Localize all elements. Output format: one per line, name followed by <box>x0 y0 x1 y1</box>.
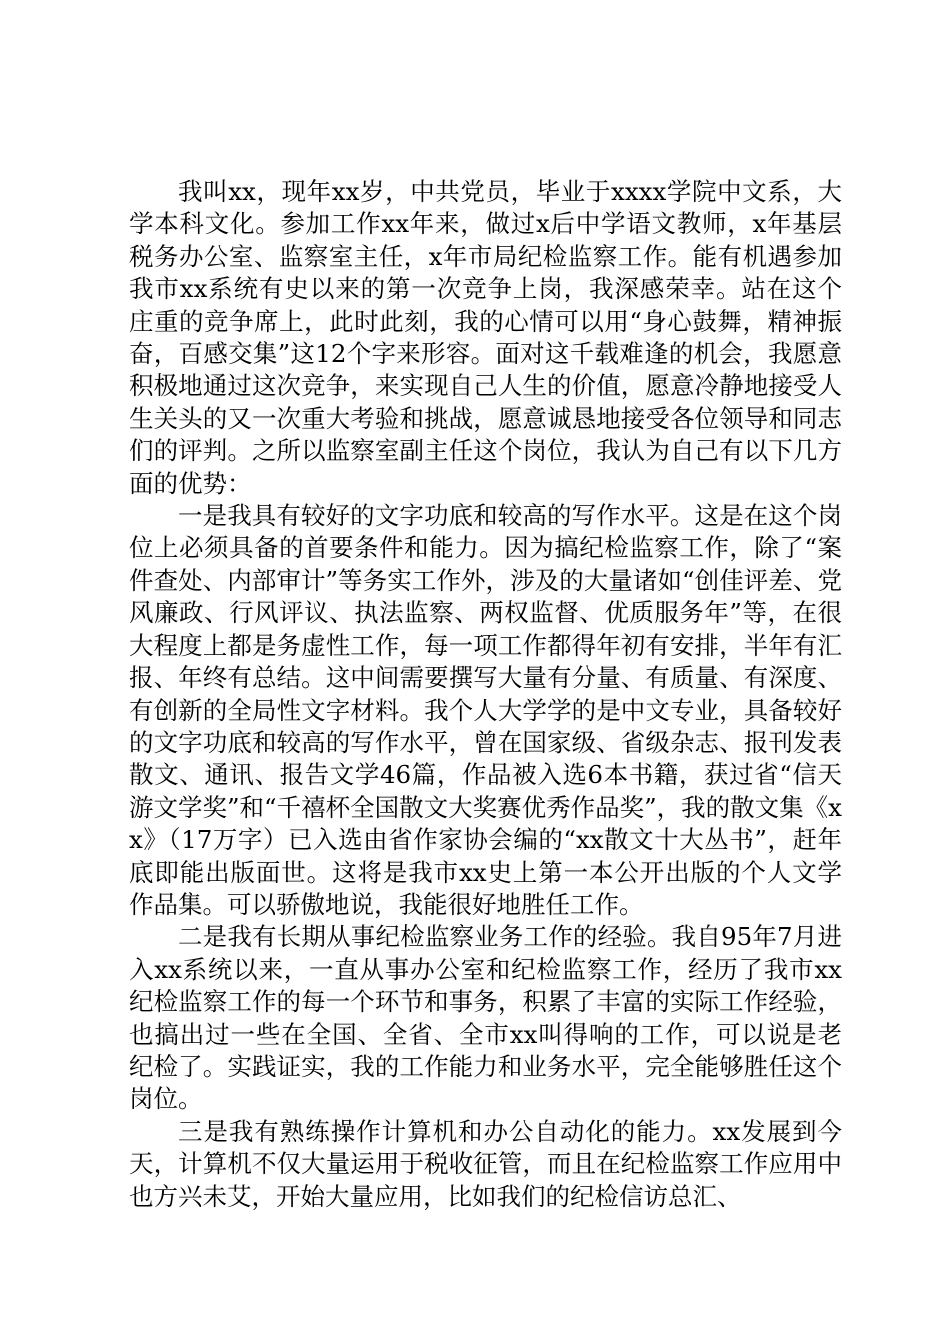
paragraph-advantage-writing: 一是我具有较好的文字功底和较高的写作水平。这是在这个岗位上必须具备的首要条件和能力。因为搞纪检监察工作，除了“案件查处、内部审计”等务实工作外，涉及的大量诸如“创佳评差、党风廉政、行风评议、执法监察、两权监督、优质服务年”等，在很大程度上都是务虚性工作，每一项工作都得年初有安排，半年有汇报、年终有总结。这中间需要撰写大量有分量、有质量、有深度、有创新的全局性文字材料。我个人大学学的是中文专业，具备较好的文字功底和较高的写作水平，曾在国家级、省级杂志、报刊发表散文、通讯、报告文学46篇，作品被入选6本书籍，获过省“信天游文学奖”和“千禧杯全国散文大奖赛优秀作品奖”，我的散文集《xx》（17万字）已入选由省作家协会编的“xx散文十大丛书”，赶年底即能出版面世。这将是我市xx史上第一本公开出版的个人文学作品集。可以骄傲地说，我能很好地胜任工作。 <box>129 501 842 919</box>
paragraph-advantage-experience: 二是我有长期从事纪检监察业务工作的经验。我自95年7月进入xx系统以来，一直从事办公室和纪检监察工作，经历了我市xx纪检监察工作的每一个环节和事务，积累了丰富的实际工作经验，也搞出过一些在全国、全省、全市xx叫得响的工作，可以说是老纪检了。实践证实，我的工作能力和业务水平，完全能够胜任这个岗位。 <box>129 922 842 1114</box>
document-body <box>129 176 842 1213</box>
paragraph-introduction: 我叫xx，现年xx岁，中共党员，毕业于xxxx学院中文系，大学本科文化。参加工作xx年来，做过x后中学语文教师，x年基层税务办公室、监察室主任，x年市局纪检监察工作。能有机遇参加我市xx系统有史以来的第一次竞争上岗，我深感荣幸。站在这个庄重的竞争席上，此时此刻，我的心情可以用“身心鼓舞，精神振奋，百感交集”这12个字来形容。面对这千载难逢的机会，我愿意积极地通过这次竞争，来实现自己人生的价值，愿意冷静地接受人生关头的又一次重大考验和挑战，愿意诚恳地接受各位领导和同志们的评判。之所以监察室副主任这个岗位，我认为自己有以下几方面的优势： <box>129 177 842 498</box>
paragraph-advantage-computer: 三是我有熟练操作计算机和办公自动化的能力。xx发展到今天，计算机不仅大量运用于税收征管，而且在纪检监察工作应用中也方兴未艾，开始大量应用，比如我们的纪检信访总汇、 <box>129 1116 842 1211</box>
